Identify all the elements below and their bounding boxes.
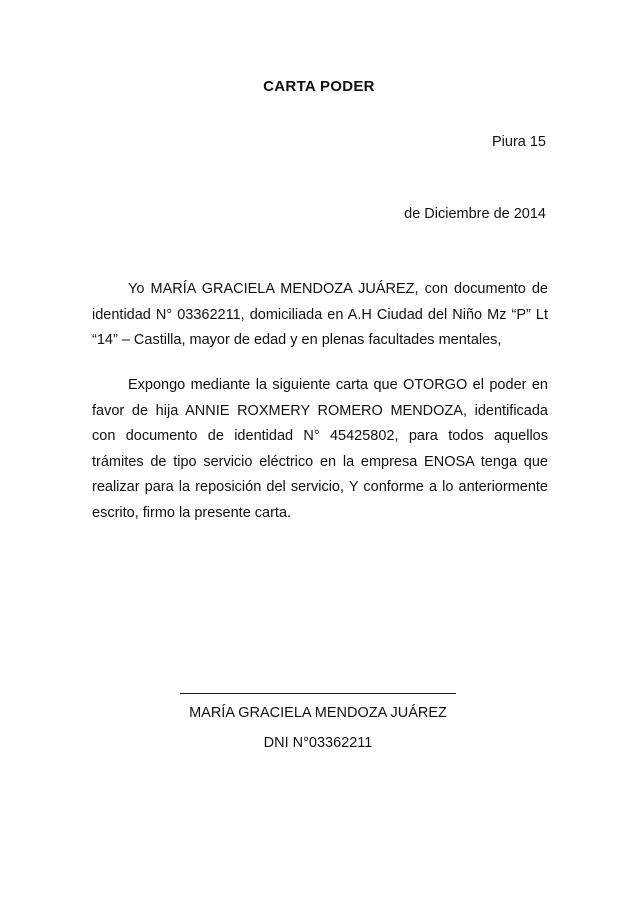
place-line: Piura 15 <box>491 134 546 150</box>
signature-line <box>180 693 456 694</box>
document-title: CARTA PODER <box>263 78 375 95</box>
date-line: de Diciembre de 2014 <box>404 206 546 222</box>
signatory-name: MARÍA GRACIELA MENDOZA JUÁREZ <box>189 705 447 721</box>
signatory-dni: DNI N°03362211 <box>263 735 373 751</box>
paragraph-grant: Expongo mediante la siguiente carta que OTORGO el poder en favor de hija ANNIE ROXMERY ROMERO MENDOZA, identificada con documento de identidad N° 45425802, para todos aquellos trámites de tipo servicio eléctrico en la empresa ENOSA tenga que realizar para la reposición del servicio, Y conforme a lo anteriormente escrito, firmo la presente carta. <box>92 377 548 521</box>
paragraph-identity: Yo MARÍA GRACIELA MENDOZA JUÁREZ, con documento de identidad N° 03362211, domiciliada en A.H Ciudad del Niño Mz “P” Lt “14” – Castilla, mayor de edad y en plenas facultades mentales, <box>92 281 548 348</box>
